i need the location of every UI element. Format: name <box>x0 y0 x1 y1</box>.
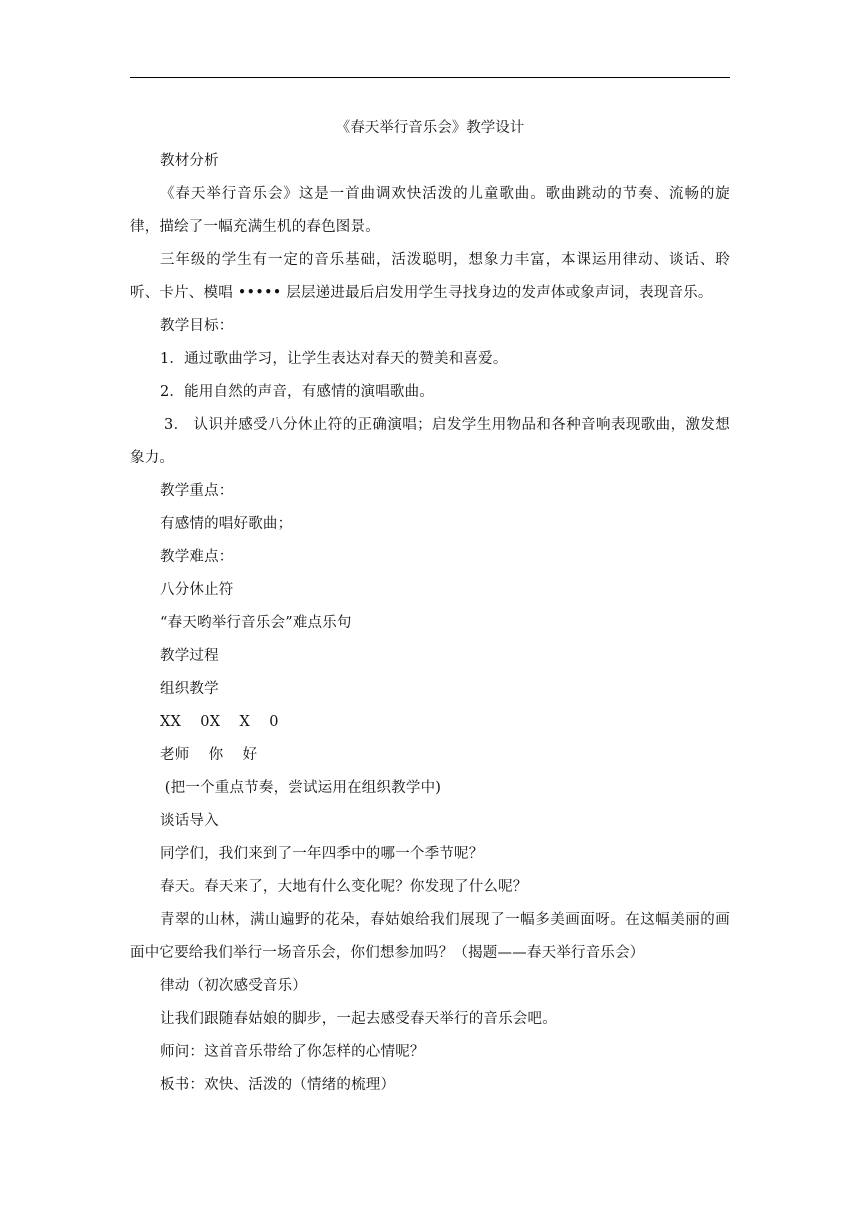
goal-item-1: 1．通过歌曲学习，让学生表达对春天的赞美和喜爱。 <box>160 351 508 367</box>
paragraph-student-analysis: 三年级的学生有一定的音乐基础，活泼聪明，想象力丰富，本课运用律动、谈话、聆听、卡片、模唱 ••••• 层层递进最后启发用学生寻找身边的发声体或象声词，表现音乐。 <box>130 252 730 301</box>
subheading-organize-teaching: 组织教学 <box>160 681 219 697</box>
goal-item-2: 2．能用自然的声音，有感情的演唱歌曲。 <box>160 384 435 400</box>
goal-item-3: 3． 认识并感受八分休止符的正确演唱；启发学生用物品和各种音响表现歌曲，激发想象力。 <box>130 417 730 466</box>
dialogue-line-3: 青翠的山林，满山遍野的花朵，春姑娘给我们展现了一幅多美画面呀。在这幅美丽的画面中它要给我们举行一场音乐会，你们想参加吗？（揭题——春天举行音乐会） <box>130 912 730 961</box>
document-title: 《春天举行音乐会》教学设计 <box>335 120 525 136</box>
difficulty-item-1: 八分休止符 <box>160 582 234 598</box>
difficulty-item-2: “春天哟举行音乐会”难点乐句 <box>160 615 352 631</box>
movement-line-1: 让我们跟随春姑娘的脚步，一起去感受春天举行的音乐会吧。 <box>160 1011 557 1027</box>
paragraph-song-description: 《春天举行音乐会》这是一首曲调欢快活泼的儿童歌曲。歌曲跳动的节奏、流畅的旋律，描绘了一幅充满生机的春色图景。 <box>130 186 730 235</box>
rhythm-notation: XX 0X X 0 <box>160 714 279 730</box>
key-point-text: 有感情的唱好歌曲； <box>160 516 293 532</box>
board-writing: 板书：欢快、活泼的（情绪的梳理） <box>160 1077 396 1093</box>
dialogue-line-2: 春天。春天来了，大地有什么变化呢？你发现了什么呢？ <box>160 879 528 895</box>
section-heading-difficulties: 教学难点： <box>160 549 234 565</box>
dialogue-line-1: 同学们，我们来到了一年四季中的哪一个季节呢？ <box>160 846 484 862</box>
section-heading-teaching-goals: 教学目标： <box>160 318 234 334</box>
section-heading-key-points: 教学重点： <box>160 483 234 499</box>
section-heading-teaching-process: 教学过程 <box>160 648 219 664</box>
document-body <box>130 112 730 1102</box>
rhythm-lyrics: 老师 你 好 <box>160 747 258 763</box>
subheading-conversation-intro: 谈话导入 <box>160 813 219 829</box>
subheading-rhythm-movement: 律动（初次感受音乐） <box>160 978 307 994</box>
section-heading-material-analysis: 教材分析 <box>160 153 219 169</box>
rhythm-note: (把一个重点节奏，尝试运用在组织教学中) <box>160 780 442 796</box>
teacher-question: 师问：这首音乐带给了你怎样的心情呢？ <box>160 1044 425 1060</box>
header-rule <box>130 77 730 78</box>
